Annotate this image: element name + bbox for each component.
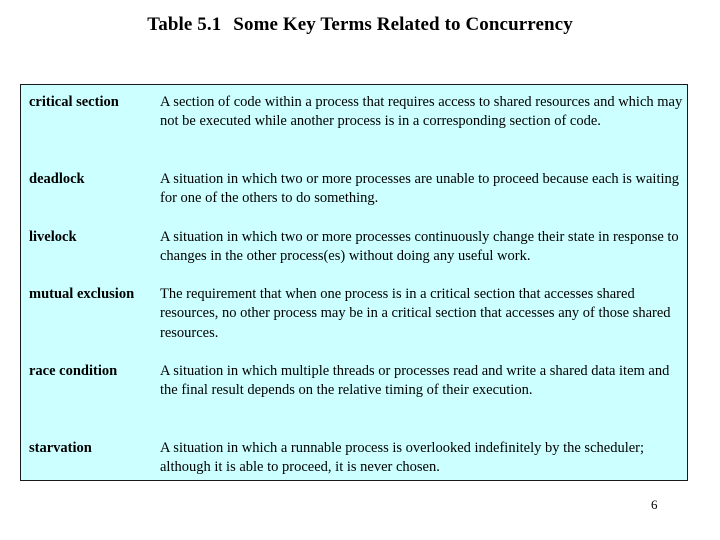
term-label: livelock [29,229,77,245]
term-definition: A situation in which two or more processes are unable to proceed because each is waiting for one of the others to do something. [160,171,680,207]
term-label: starvation [29,440,92,456]
table-number: Table 5.1 [147,14,222,35]
term-label: race condition [29,363,118,379]
page-number: 6 [651,497,658,512]
table-caption: Some Key Terms Related to Concurrency [233,14,573,35]
table-title [0,14,720,36]
term-label: mutual exclusion [29,286,135,302]
terms-table [20,84,688,481]
term-definition: A situation in which multiple threads or processes read and write a shared data item and the final result depends on the relative timing of their execution. [160,363,670,399]
term-definition: A section of code within a process that requires access to shared resources and which may not be executed while another process is in a corresponding section of code. [160,94,683,130]
term-label: critical section [29,94,119,110]
term-definition: A situation in which a runnable process is overlooked indefinitely by the scheduler; although it is able to proceed, it is never chosen. [160,440,645,476]
term-definition: The requirement that when one process is in a critical section that accesses shared resources, no other process may be in a critical section that accesses any of those shared resources. [160,286,671,341]
term-definition: A situation in which two or more processes continuously change their state in response to changes in the other process(es) without doing any useful work. [160,229,679,265]
term-label: deadlock [29,171,85,187]
